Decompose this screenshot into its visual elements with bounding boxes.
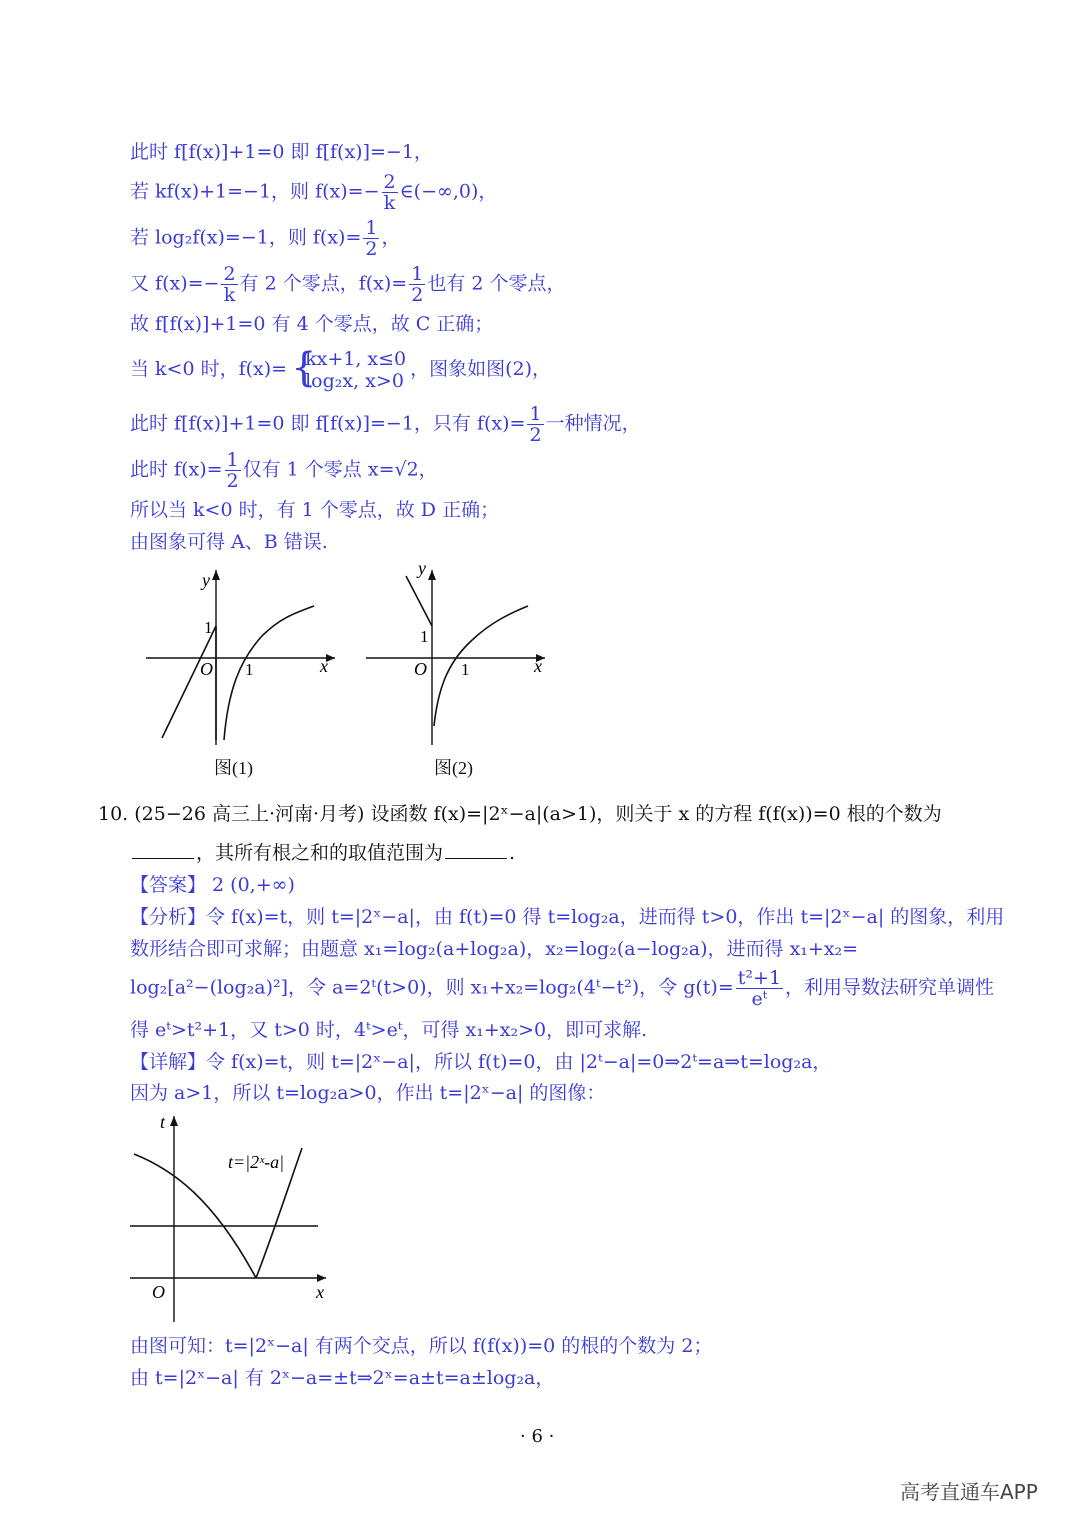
answer-blank-1 — [132, 840, 194, 859]
graph-figure-2 — [360, 560, 560, 750]
x-label: x — [534, 656, 542, 676]
text-segment: . — [509, 842, 516, 864]
text-segment: log₂[a²−(log₂a)²]，令 a=2ᵗ(t>0)，则 x₁+x₂=log₂(4ᵗ−t²)，令 g(t)= — [130, 976, 734, 999]
denominator: 2 — [365, 238, 378, 260]
detail-line-1: 【详解】令 f(x)=t，则 t=|2ˣ−a|，所以 f(t)=0，由 |2ᵗ−a|=0⇒2ᵗ=a⇒t=log₂a， — [130, 1051, 832, 1073]
text-segment: ， — [381, 226, 401, 249]
fraction — [736, 968, 783, 1009]
piece-row: log₂x, x>0 — [305, 370, 404, 392]
text-segment: 有 2 个零点，f(x)= — [239, 272, 408, 295]
y-label: y — [418, 560, 426, 578]
denominator: 2 — [411, 284, 424, 306]
analysis-line-1: 【分析】令 f(x)=t，则 t=|2ˣ−a|，由 f(t)=0 得 t=log₂a，进而得 t>0，作出 t=|2ˣ−a| 的图象，利用 — [130, 906, 1005, 928]
solution-line-6 — [130, 345, 552, 392]
text-segment: 也有 2 个零点， — [427, 272, 566, 295]
text-segment: 一种情况， — [545, 412, 641, 435]
solution-line-3 — [130, 218, 400, 259]
text-segment: ，利用导数法研究单调性 — [785, 976, 995, 999]
solution-line-5: 故 f[f(x)]+1=0 有 4 个零点，故 C 正确； — [130, 313, 494, 335]
text-segment: 仅有 1 个零点 x=√2， — [242, 458, 438, 481]
origin-label: O — [414, 659, 427, 679]
text-segment: 若 log₂f(x)=−1，则 f(x)= — [130, 226, 362, 249]
solution-line-10: 由图象可得 A、B 错误. — [130, 531, 328, 553]
fraction — [527, 404, 543, 445]
numerator: 1 — [365, 217, 378, 239]
question-10-line-2 — [130, 840, 515, 865]
fraction — [409, 264, 425, 305]
line-branch — [162, 626, 216, 738]
origin-label: O — [200, 659, 213, 679]
log-branch — [434, 606, 528, 726]
watermark: 高考直通车APP — [900, 1480, 1038, 1504]
text-segment: 当 k<0 时，f(x)= — [130, 358, 288, 380]
y-tick-1: 1 — [420, 627, 429, 646]
analysis-line-4: 得 eᵗ>t²+1，又 t>0 时，4ᵗ>eᵗ，可得 x₁+x₂>0，即可求解. — [130, 1019, 648, 1041]
numerator: 1 — [226, 449, 239, 471]
text-segment: 若 kf(x)+1=−1，则 f(x)=− — [130, 180, 380, 203]
piece-row: kx+1, x≤0 — [305, 348, 407, 370]
solution-line-2 — [130, 172, 497, 213]
solution-line-1: 此时 f[f(x)]+1=0 即 f[f(x)]=−1， — [130, 141, 433, 163]
x-tick-1: 1 — [461, 660, 470, 679]
text-segment: ∈(−∞,0)， — [399, 180, 498, 203]
origin-label: O — [152, 1282, 165, 1302]
x-axis-arrow — [317, 1274, 326, 1282]
curve-left-branch — [134, 1154, 256, 1278]
detail-line-2: 因为 a>1，所以 t=log₂a>0，作出 t=|2ˣ−a| 的图像： — [130, 1082, 606, 1104]
line-branch — [406, 576, 432, 626]
piecewise — [291, 345, 407, 392]
solution-line-9: 所以当 k<0 时，有 1 个零点，故 D 正确； — [130, 499, 500, 521]
question-10-line-1: 10. (25−26 高三上·河南·月考) 设函数 f(x)=|2ˣ−a|(a>1)，则关于 x 的方程 f(f(x))=0 根的个数为 — [98, 803, 942, 825]
log-branch — [224, 606, 314, 740]
t-label: t — [160, 1112, 166, 1132]
graph-figure-1 — [140, 560, 340, 750]
caption-figure-1: 图(1) — [214, 758, 253, 778]
solution-line-8 — [130, 450, 438, 491]
numerator: 2 — [383, 171, 396, 193]
denominator: 2 — [226, 470, 239, 492]
x-tick-1: 1 — [245, 660, 254, 679]
text-segment: 此时 f[f(x)]+1=0 即 f[f(x)]=−1，只有 f(x)= — [130, 412, 526, 435]
text-segment: 又 f(x)=− — [130, 272, 220, 295]
fraction — [363, 218, 379, 259]
y-tick-1: 1 — [204, 618, 213, 637]
graph-figure-3 — [124, 1110, 334, 1325]
page-number: · 6 · — [520, 1426, 555, 1447]
caption-figure-2: 图(2) — [434, 758, 473, 778]
y-label: y — [202, 570, 210, 590]
numerator: t²+1 — [737, 967, 782, 989]
brace: { — [291, 345, 317, 391]
solution-line-7 — [130, 404, 641, 445]
fraction — [221, 264, 237, 305]
x-label: x — [320, 656, 328, 676]
conclusion-line-1: 由图可知：t=|2ˣ−a| 有两个交点，所以 f(f(x))=0 的根的个数为 2； — [130, 1335, 713, 1357]
x-label: x — [316, 1282, 324, 1302]
denominator: 2 — [529, 424, 542, 446]
analysis-line-3 — [130, 968, 994, 1009]
answer-line: 【答案】 2 (0,+∞) — [130, 874, 295, 896]
denominator: k — [223, 284, 236, 306]
curve-label: t=|2ˣ-a| — [228, 1152, 285, 1172]
fraction — [225, 450, 241, 491]
conclusion-line-2: 由 t=|2ˣ−a| 有 2ˣ−a=±t⇒2ˣ=a±t=a±log₂a， — [130, 1367, 555, 1389]
text-segment: 此时 f(x)= — [130, 458, 223, 481]
numerator: 1 — [411, 263, 424, 285]
answer-blank-2 — [445, 840, 507, 859]
y-axis-arrow — [212, 570, 220, 580]
text-segment: ，其所有根之和的取值范围为 — [196, 842, 444, 864]
numerator: 1 — [529, 403, 542, 425]
text-segment: ，图象如图(2)， — [410, 358, 552, 380]
numerator: 2 — [223, 263, 236, 285]
analysis-line-2: 数形结合即可求解；由题意 x₁=log₂(a+log₂a)，x₂=log₂(a−log₂a)，进而得 x₁+x₂= — [130, 938, 859, 960]
denominator: eᵗ — [751, 988, 768, 1010]
denominator: k — [383, 192, 396, 214]
y-axis-arrow — [428, 570, 436, 580]
solution-line-4 — [130, 264, 565, 305]
t-axis-arrow — [170, 1116, 178, 1126]
fraction — [382, 172, 398, 213]
